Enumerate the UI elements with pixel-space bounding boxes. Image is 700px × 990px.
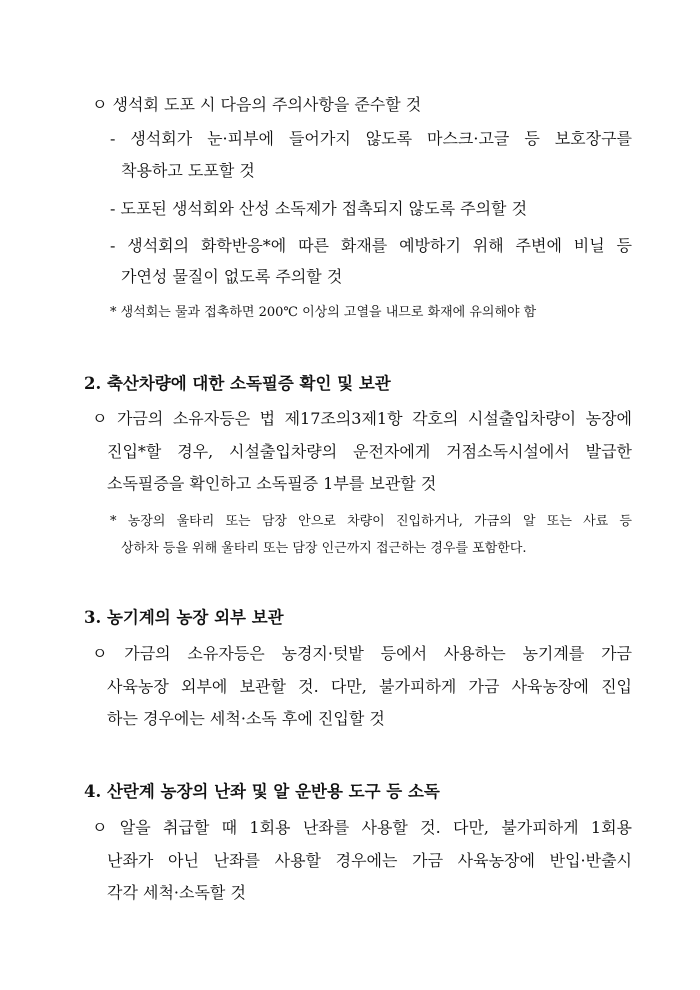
section-4-paragraph-line2: 난좌가 아닌 난좌를 사용할 경우에는 가금 사육농장에 반입·반출시 (107, 851, 632, 870)
section-2-paragraph-line3: 소독필증을 확인하고 소독필증 1부를 보관할 것 (107, 474, 437, 493)
section-4-heading: 4. 산란계 농장의 난좌 및 알 운반용 도구 등 소독 (84, 782, 440, 801)
section-2-footnote-line1: * 농장의 울타리 또는 담장 안으로 차량이 진입하거나, 가금의 알 또는 사료 등 (110, 514, 632, 529)
dash-item-acid-disinfectant: - 도포된 생석회와 산성 소독제가 접촉되지 않도록 주의할 것 (110, 199, 528, 218)
section-2-paragraph-line1: ㅇ 가금의 소유자등은 법 제17조의3제1항 각호의 시설출입차량이 농장에 (92, 409, 632, 428)
bullet-quicklime-precautions: ㅇ 생석회 도포 시 다음의 주의사항을 준수할 것 (92, 95, 422, 114)
dash-item-fire-prevention-line2: 가연성 물질이 없도록 주의할 것 (121, 267, 343, 286)
section-4-paragraph-line3: 각각 세척·소독할 것 (107, 883, 246, 902)
section-2-paragraph-line2: 진입*할 경우, 시설출입차량의 운전자에게 거점소독시설에서 발급한 (107, 442, 632, 461)
dash-item-protective-gear-line2: 착용하고 도포할 것 (121, 161, 255, 180)
section-3-paragraph-line3: 하는 경우에는 세척·소독 후에 진입할 것 (107, 709, 385, 728)
section-3-paragraph-line1: ㅇ 가금의 소유자등은 농경지·텃밭 등에서 사용하는 농기계를 가금 (92, 644, 632, 663)
section-3-paragraph-line2: 사육농장 외부에 보관할 것. 다만, 불가피하게 가금 사육농장에 진입 (107, 677, 632, 696)
section-2-heading: 2. 축산차량에 대한 소독필증 확인 및 보관 (84, 374, 391, 393)
section-3-heading: 3. 농기계의 농장 외부 보관 (84, 608, 284, 627)
footnote-quicklime-heat: * 생석회는 물과 접촉하면 200℃ 이상의 고열을 내므로 화재에 유의해야 함 (110, 305, 537, 320)
dash-item-protective-gear-line1: - 생석회가 눈·피부에 들어가지 않도록 마스크·고글 등 보호장구를 (110, 129, 632, 148)
section-4-paragraph-line1: ㅇ 알을 취급할 때 1회용 난좌를 사용할 것. 다만, 불가피하게 1회용 (92, 818, 632, 837)
dash-item-fire-prevention-line1: - 생석회의 화학반응*에 따른 화재를 예방하기 위해 주변에 비닐 등 (110, 236, 632, 255)
section-2-footnote-line2: 상하차 등을 위해 울타리 또는 담장 인근까지 접근하는 경우를 포함한다. (121, 541, 527, 556)
